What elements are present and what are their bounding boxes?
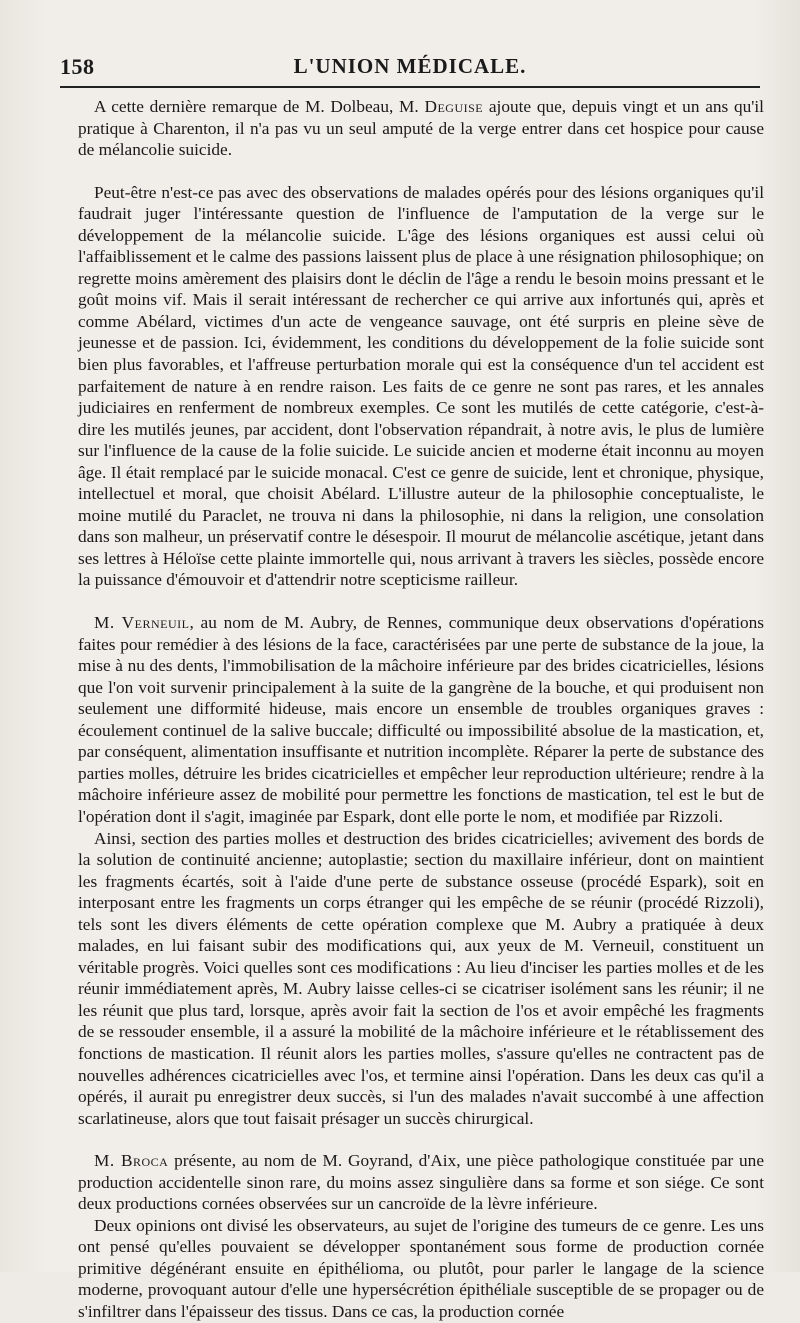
journal-title: L'UNION MÉDICALE. <box>293 54 527 78</box>
paragraph-broca: M. Broca présente, au nom de M. Goyrand, d'Aix, une pièce pathologique constituée par une production accidentelle sinon rare, du moins assez singulière dans sa forme et son siége. Ce sont deux productions cornées observées sur un cancroïde de la lèvre inférieure. <box>78 1151 764 1214</box>
speaker-name: M. Verneuil <box>94 613 190 633</box>
header-rule <box>60 86 760 88</box>
article-body <box>78 96 764 1323</box>
page-number: 158 <box>60 54 95 79</box>
speaker-name: Deguise <box>424 97 484 116</box>
paragraph-verneuil: M. Verneuil, au nom de M. Aubry, de Rennes, communique deux observations d'opérations faites pour remédier à des lésions de la face, caractérisées par une perte de substance de la joue, la mise à nu des dents, l'immobilisation de la mâchoire inférieure par des brides cicatricielles, lésions que l'on voit survenir principalement à la suite de la gangrène de la bouche, et qui produisent non seulement une difformité hideuse, mais encore un ensemble de troubles organiques graves : écoulement continuel de la salive buccale; difficulté ou impossibilité absolue de la mastication, et, par conséquent, alimentation insuffisante et nutrition incomplète. Réparer la perte de substance des parties molles, détruire les brides cicatricielles et empêcher leur reproduction ultérieure; rendre à la mâchoire inférieure assez de mobilité pour permettre les fonctions de mastication, tel est le but de l'opération dont il s'agit, imaginée par Espark, dont elle porte le nom, et modifiée par Rizzoli. <box>78 613 764 826</box>
speaker-name: M. Broca <box>94 1151 169 1171</box>
paragraph-commentary: Peut-être n'est-ce pas avec des observations de malades opérés pour des lésions organiques qu'il faudrait juger l'intéressante question de l'influence de l'amputation de la verge sur le développement de la mélancolie suicide. L'âge des lésions organiques est aussi celui où l'affaiblissement et le calme des passions laissent plus de place à une résignation philosophique; on regrette moins amèrement des plaisirs dont le déclin de l'âge a rendu le besoin moins pressant et le goût moins vif. Mais il serait intéressant de rechercher ce qui arrive aux infortunés qui, après et comme Abélard, victimes d'un acte de vengeance sauvage, ont été surpris en pleine sève de jeunesse et de passion. Ici, évidemment, les conditions du développement de la folie suicide sont bien plus favorables, et l'affreuse perturbation morale qui est la conséquence d'un tel accident est parfaitement de nature à en rendre raison. Les faits de ce genre ne sont pas rares, et les annales judiciaires en renferment de nombreux exemples. Ce sont les mutilés de cette catégorie, c'est-à-dire les mutilés jeunes, par accident, dont l'observation répandrait, à notre avis, le plus de lumière sur l'influence de la cause de la folie suicide. Le suicide ancien et moderne était inconnu au moyen âge. Il était remplacé par le suicide monacal. C'est ce genre de suicide, lent et chronique, physique, intellectuel et moral, que choisit Abélard. L'illustre auteur de la philosophie conceptualiste, le moine mutilé du Paraclet, ne trouva ni dans la philosophie, ni dans la religion, une consolation dans son malheur, un préservatif contre le désespoir. Il mourut de mélancolie ascétique, jetant dans ses lettres à Héloïse cette plainte immortelle qui, nous arrivant à travers les siècles, possède encore la puissance d'émouvoir et d'attendrir notre scepticisme railleur. <box>78 182 764 590</box>
paragraph-two-opinions: Deux opinions ont divisé les observateurs, au sujet de l'origine des tumeurs de ce genre. Les uns ont pensé qu'elles pouvaient se développer spontanément sous forme de production cornée primitive dégénérant ensuite en épithélioma, ou plutôt, pour parler le langage de la science moderne, provoquant autour d'elle une hypersécrétion épithéliale susceptible de se propager ou de s'infiltrer dans l'épaisseur des tissus. Dans ce cas, la production cornée <box>78 1215 764 1321</box>
paragraph-deguise: A cette dernière remarque de M. Dolbeau, M. Deguise ajoute que, depuis vingt et un ans qu'il pratique à Charenton, il n'a pas vu un seul amputé de la verge entrer dans cet hospice pour cause de mélancolie suicide. <box>78 97 764 160</box>
paragraph-aubry-operation: Ainsi, section des parties molles et destruction des brides cicatricielles; avivement des bords de la solution de continuité ancienne; autoplastie; section du maxillaire inférieur, dont on maintient les fragments écartés, soit à l'aide d'une perte de substance osseuse (procédé Espark), soit en interposant entre les fragments un corps étranger qui les empêche de se réunir (procédé Rizzoli), tels sont les divers éléments de cette opération complexe que M. Aubry a pratiquée à deux malades, en lui faisant subir des modifications qui, aux yeux de M. Verneuil, constituent un véritable progrès. Voici quelles sont ces modifications : Au lieu d'inciser les parties molles et de les réunir immédiatement après, M. Aubry laisse celles-ci se cicatriser isolément sans les réunir; il ne les réunit que plus tard, lorsque, après avoir fait la section de l'os et avoir empêché les fragments de se ressouder ensemble, il a assuré la mobilité de la mâchoire inférieure et le rétablissement des fonctions de mastication. Il réunit alors les parties molles, s'assure qu'elles ne contractent pas de nouvelles adhérences cicatricielles avec l'os, et termine ainsi l'opération. Dans les deux cas qu'il a opérés, il aurait pu enregistrer deux succès, si l'un des malades n'avait succombé à une affection scarlatineuse, alors que tout faisait présager un succès chirurgical. <box>78 828 764 1128</box>
page-header <box>60 48 760 84</box>
